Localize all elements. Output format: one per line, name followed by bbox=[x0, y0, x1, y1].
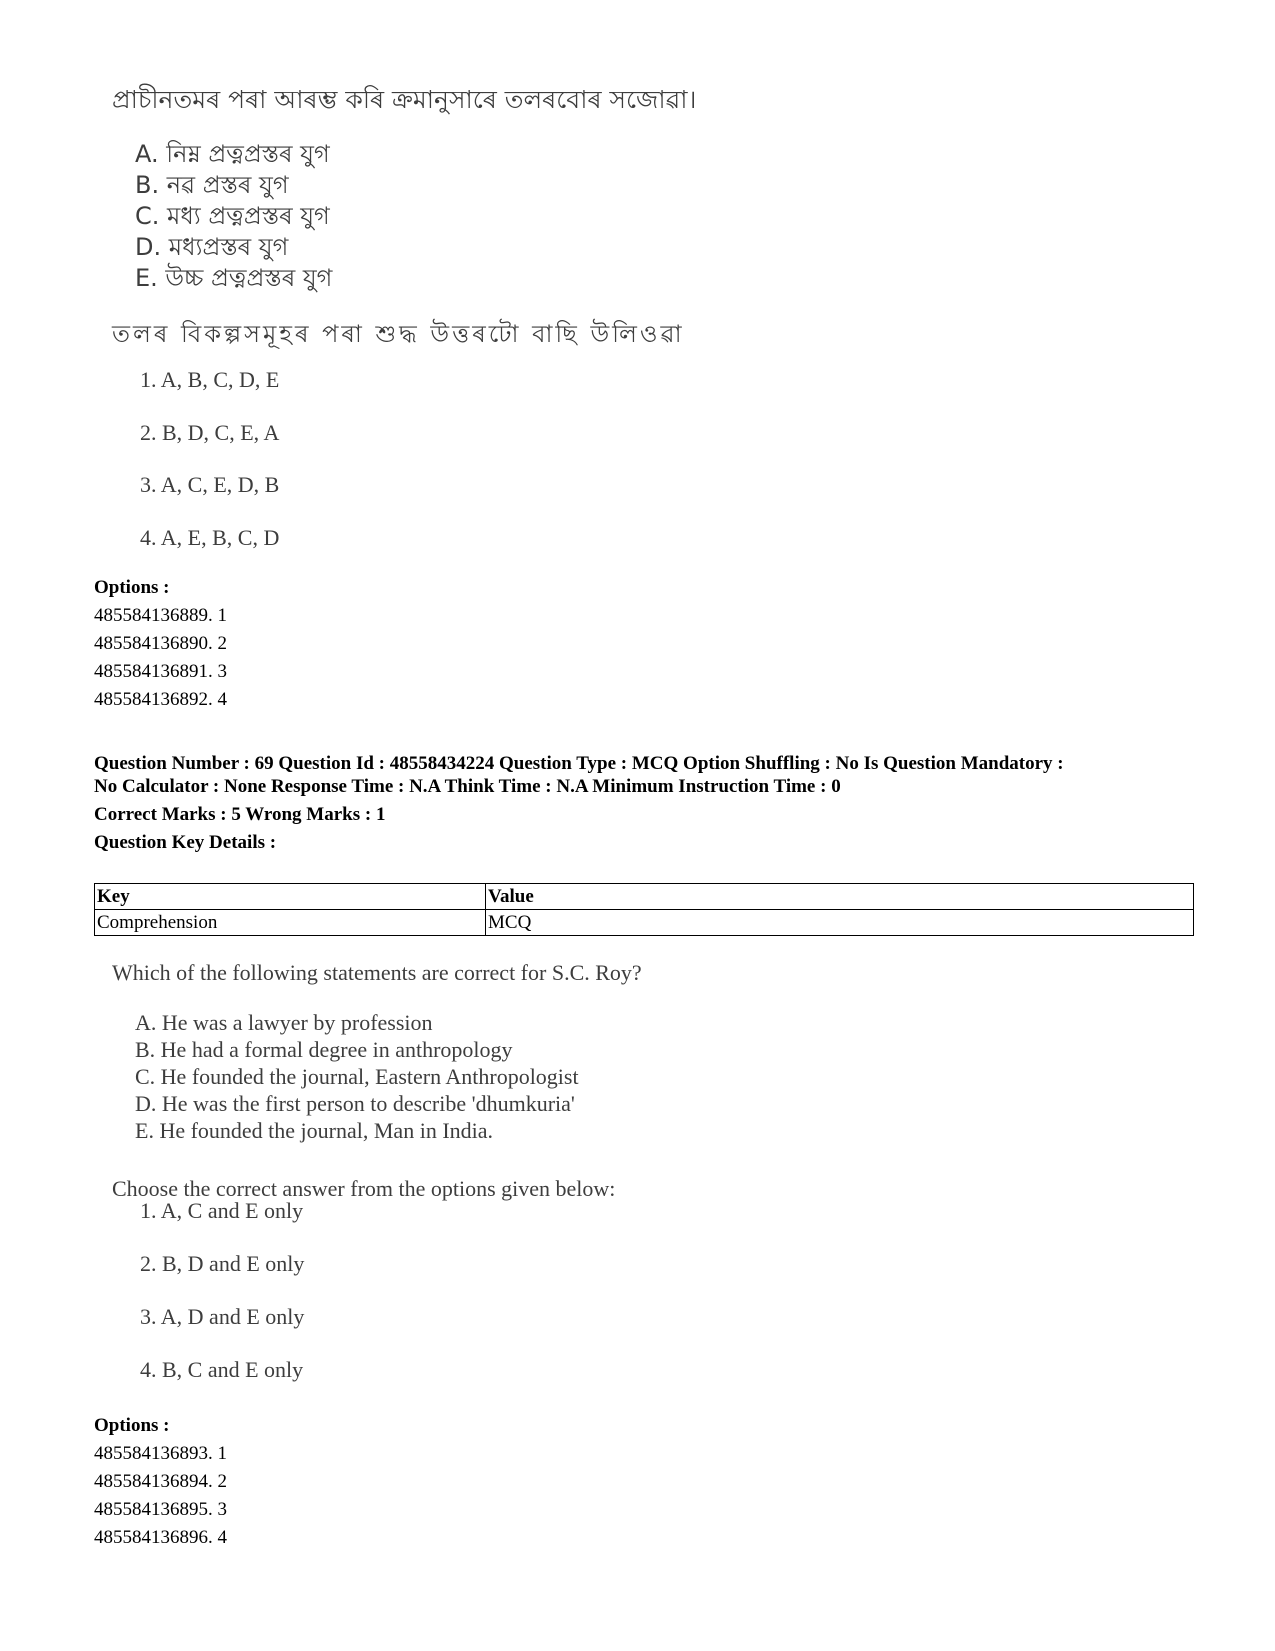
answer-choice-3: 3. A, D and E only bbox=[140, 1304, 305, 1329]
answer-choice-2: 2. B, D and E only bbox=[140, 1251, 305, 1276]
table-cell: MCQ bbox=[486, 910, 1194, 936]
options-heading: Options : bbox=[94, 1415, 170, 1436]
option-id: 485584136892. 4 bbox=[94, 689, 227, 710]
statement-a: A. নিম্ন প্ৰত্নপ্ৰস্তৰ যুগ bbox=[135, 140, 330, 168]
question-meta-line-1: Question Number : 69 Question Id : 48558434224 Question Type : MCQ Option Shuffling : No Is Question Mandatory : bbox=[94, 753, 1064, 774]
table-header-value: Value bbox=[486, 884, 1194, 910]
statement-e: E. উচ্চ প্ৰত্নপ্ৰস্তৰ যুগ bbox=[135, 264, 333, 292]
answer-choice-3: 3. A, C, E, D, B bbox=[140, 472, 280, 497]
option-id: 485584136895. 3 bbox=[94, 1499, 227, 1520]
statement-b: B. নৱ প্ৰস্তৰ যুগ bbox=[135, 171, 289, 199]
answer-choice-2: 2. B, D, C, E, A bbox=[140, 420, 280, 445]
statement-b: B. He had a formal degree in anthropology bbox=[135, 1037, 513, 1062]
option-id: 485584136891. 3 bbox=[94, 661, 227, 682]
key-details-heading: Question Key Details : bbox=[94, 832, 277, 853]
answer-choice-1: 1. A, B, C, D, E bbox=[140, 367, 280, 392]
answer-choice-1: 1. A, C and E only bbox=[140, 1198, 304, 1223]
option-id: 485584136893. 1 bbox=[94, 1443, 227, 1464]
choose-instruction: Choose the correct answer from the options given below: bbox=[112, 1176, 616, 1201]
statement-a: A. He was a lawyer by profession bbox=[135, 1010, 433, 1035]
option-id: 485584136894. 2 bbox=[94, 1471, 227, 1492]
table-cell: Comprehension bbox=[95, 910, 486, 936]
statement-c: C. মধ্য প্ৰত্নপ্ৰস্তৰ যুগ bbox=[135, 202, 330, 230]
table-row bbox=[95, 910, 1194, 936]
statement-c: C. He founded the journal, Eastern Anthropologist bbox=[135, 1064, 579, 1089]
key-details-table bbox=[94, 883, 1194, 936]
table-header-key: Key bbox=[95, 884, 486, 910]
options-heading: Options : bbox=[94, 577, 170, 598]
table-header-row bbox=[95, 884, 1194, 910]
statement-e: E. He founded the journal, Man in India. bbox=[135, 1118, 494, 1143]
answer-choice-4: 4. A, E, B, C, D bbox=[140, 525, 280, 550]
statement-d: D. মধ্যপ্ৰস্তৰ যুগ bbox=[135, 233, 289, 261]
option-id: 485584136889. 1 bbox=[94, 605, 227, 626]
option-id: 485584136896. 4 bbox=[94, 1527, 227, 1548]
option-id: 485584136890. 2 bbox=[94, 633, 227, 654]
choose-instruction: তলৰ বিকল্পসমূহৰ পৰা শুদ্ধ উত্তৰটো বাছি উলিওৱা bbox=[112, 320, 685, 348]
question-meta-line-2: No Calculator : None Response Time : N.A Think Time : N.A Minimum Instruction Time : 0 bbox=[94, 776, 841, 797]
statement-d: D. He was the first person to describe 'dhumkuria' bbox=[135, 1091, 575, 1116]
marks-line: Correct Marks : 5 Wrong Marks : 1 bbox=[94, 804, 386, 825]
question-prompt: প্ৰাচীনতমৰ পৰা আৰম্ভ কৰি ক্ৰমানুসাৰে তলৰবোৰ সজোৱা। bbox=[112, 85, 697, 114]
answer-choice-4: 4. B, C and E only bbox=[140, 1357, 304, 1382]
question-prompt: Which of the following statements are correct for S.C. Roy? bbox=[112, 960, 642, 985]
